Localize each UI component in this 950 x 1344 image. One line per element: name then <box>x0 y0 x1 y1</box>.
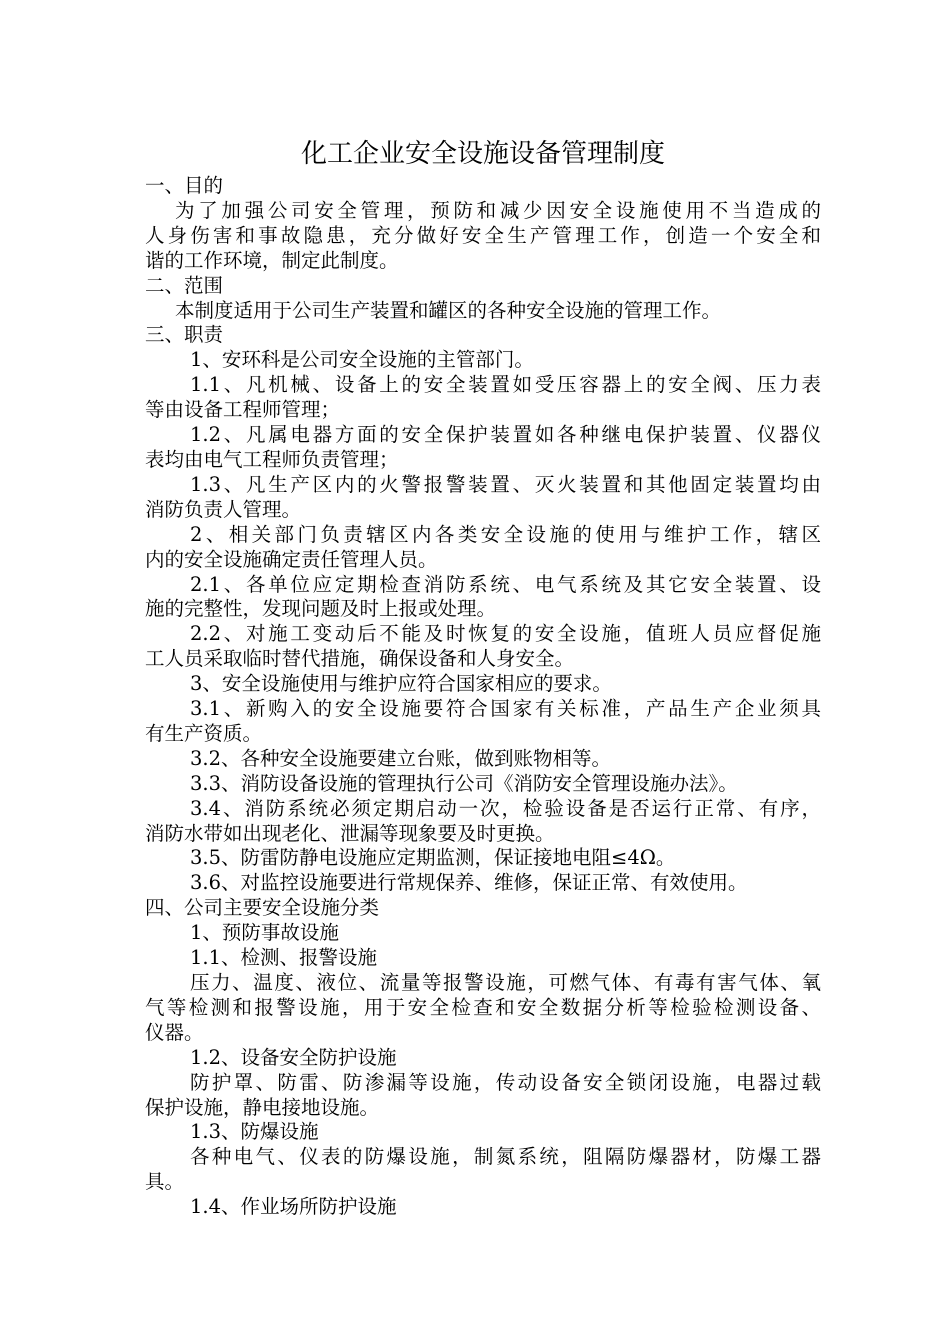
paragraph <box>145 921 821 946</box>
text-line: 2.1、各单位应定期检查消防系统、电气系统及其它安全装置、设 <box>190 572 821 596</box>
paragraph <box>145 871 821 896</box>
paragraph <box>145 1145 821 1195</box>
text-line: 等由设备工程师管理； <box>145 398 341 422</box>
document-page <box>145 134 821 1220</box>
text-line: 气等检测和报警设施，用于安全检查和安全数据分析等检验检测设备、 <box>145 995 821 1019</box>
document-body <box>145 174 821 1220</box>
text-line: 3.6、对监控设施要进行常规保养、维修，保证正常、有效使用。 <box>190 871 748 895</box>
text-line: 保护设施，静电接地设施。 <box>145 1095 380 1119</box>
paragraph <box>145 697 821 747</box>
text-line: 谐的工作环境，制定此制度。 <box>145 248 399 272</box>
text-line: 1.2、凡属电器方面的安全保护装置如各种继电保护装置、仪器仪 <box>190 423 821 447</box>
text-line: 2.2、对施工变动后不能及时恢复的安全设施，值班人员应督促施 <box>190 622 821 646</box>
text-line: 1、安环科是公司安全设施的主管部门。 <box>190 348 534 372</box>
paragraph <box>145 971 821 1046</box>
text-line: 四、公司主要安全设施分类 <box>145 896 380 920</box>
document-title: 化工企业安全设施设备管理制度 <box>300 139 665 169</box>
text-line: 人身伤害和事故隐患，充分做好安全生产管理工作，创造一个安全和 <box>145 223 821 247</box>
text-line: 3.4、消防系统必须定期启动一次，检验设备是否运行正常、有序， <box>190 796 821 820</box>
text-line: 仪器。 <box>145 1020 204 1044</box>
text-line: 1.3、防爆设施 <box>190 1120 319 1144</box>
paragraph <box>145 199 821 274</box>
text-line: 3.2、各种安全设施要建立台账，做到账物相等。 <box>190 746 612 770</box>
text-line: 消防负责人管理。 <box>145 497 302 521</box>
text-line: 1.2、设备安全防护设施 <box>190 1045 397 1069</box>
paragraph <box>145 797 821 847</box>
text-line: 施的完整性，发现问题及时上报或处理。 <box>145 597 497 621</box>
text-line: 三、职责 <box>145 323 224 347</box>
paragraph <box>145 1046 821 1071</box>
paragraph <box>145 946 821 971</box>
text-line: 工人员采取临时替代措施，确保设备和人身安全。 <box>145 647 575 671</box>
text-line: 具。 <box>145 1170 185 1194</box>
text-line: 二、范围 <box>145 273 224 297</box>
text-line: 1.1、凡机械、设备上的安全装置如受压容器上的安全阀、压力表 <box>190 373 821 397</box>
paragraph <box>145 523 821 573</box>
text-line: 3、安全设施使用与维护应符合国家相应的要求。 <box>190 672 612 696</box>
text-line: 2、相关部门负责辖区内各类安全设施的使用与维护工作，辖区 <box>190 522 821 546</box>
paragraph <box>145 896 821 921</box>
paragraph <box>145 174 821 199</box>
paragraph <box>145 423 821 473</box>
text-line: 表均由电气工程师负责管理； <box>145 447 399 471</box>
paragraph <box>145 772 821 797</box>
paragraph <box>145 573 821 623</box>
text-line: 本制度适用于公司生产装置和罐区的各种安全设施的管理工作。 <box>175 298 722 322</box>
text-line: 一、目的 <box>145 174 224 197</box>
paragraph <box>145 274 821 299</box>
paragraph <box>145 373 821 423</box>
paragraph <box>145 622 821 672</box>
paragraph <box>145 299 821 324</box>
paragraph <box>145 348 821 373</box>
text-line: 3.5、防雷防静电设施应定期监测，保证接地电阻≤4Ω。 <box>190 846 676 870</box>
paragraph <box>145 747 821 772</box>
paragraph <box>145 323 821 348</box>
paragraph <box>145 672 821 697</box>
paragraph <box>145 1195 821 1220</box>
paragraph <box>145 1071 821 1121</box>
text-line: 为了加强公司安全管理，预防和减少因安全设施使用不当造成的 <box>175 198 821 222</box>
text-line: 有生产资质。 <box>145 721 263 745</box>
text-line: 1.3、凡生产区内的火警报警装置、灭火装置和其他固定装置均由 <box>190 472 821 496</box>
text-line: 1.4、作业场所防护设施 <box>190 1195 397 1219</box>
paragraph <box>145 473 821 523</box>
text-line: 3.1、新购入的安全设施要符合国家有关标准，产品生产企业须具 <box>190 697 821 721</box>
text-line: 各种电气、仪表的防爆设施，制氮系统，阻隔防爆器材，防爆工器 <box>190 1145 821 1169</box>
paragraph <box>145 846 821 871</box>
text-line: 内的安全设施确定责任管理人员。 <box>145 547 438 571</box>
text-line: 压力、温度、液位、流量等报警设施，可燃气体、有毒有害气体、氧 <box>190 971 821 994</box>
paragraph <box>145 1120 821 1145</box>
text-line: 1.1、检测、报警设施 <box>190 946 378 970</box>
text-line: 3.3、消防设备设施的管理执行公司《消防安全管理设施办法》。 <box>190 771 738 795</box>
text-line: 消防水带如出现老化、泄漏等现象要及时更换。 <box>145 821 555 845</box>
text-line: 1、预防事故设施 <box>190 921 339 945</box>
text-line: 防护罩、防雷、防渗漏等设施，传动设备安全锁闭设施，电器过载 <box>190 1070 821 1094</box>
